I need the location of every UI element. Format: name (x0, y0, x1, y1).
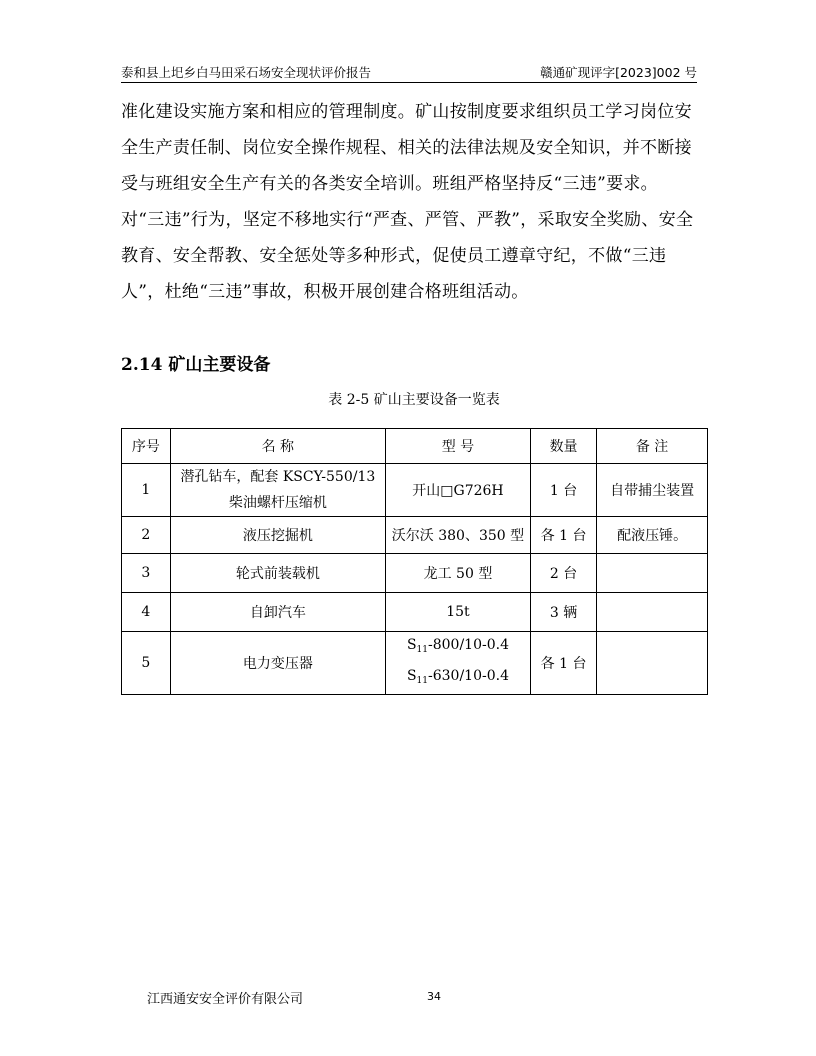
body-paragraph (121, 94, 697, 310)
cell-model (386, 632, 531, 695)
header-note: 备 注 (597, 429, 708, 464)
cell-note: 配液压锤。 (597, 517, 708, 554)
cell-note (597, 632, 708, 695)
cell-model: 开山□G726H (386, 464, 531, 517)
header-model: 型 号 (386, 429, 531, 464)
name-line-1: 潜孔钻车，配套 KSCY-550/13 (180, 469, 376, 485)
model-line-1 (389, 632, 527, 663)
report-number: 赣通矿现评字[2023]002 号 (540, 65, 697, 80)
report-title: 泰和县上圯乡白马田采石场安全现状评价报告 (121, 65, 372, 80)
page-header (121, 60, 697, 83)
cell-no: 5 (122, 632, 171, 695)
cell-model: 沃尔沃 380、350 型 (386, 517, 531, 554)
cell-qty: 各 1 台 (530, 632, 596, 695)
cell-no: 3 (122, 554, 171, 593)
cell-model: 龙工 50 型 (386, 554, 531, 593)
cell-no: 4 (122, 593, 171, 632)
model-prefix: S (406, 668, 417, 684)
model-subscript: 11 (416, 676, 428, 686)
name-line-2: 柴油螺杆压缩机 (228, 495, 327, 511)
table-header-row (122, 429, 708, 464)
cell-name: 液压挖掘机 (170, 517, 385, 554)
cell-no: 1 (122, 464, 171, 517)
cell-no: 2 (122, 517, 171, 554)
cell-note (597, 593, 708, 632)
model-line-2 (389, 663, 527, 694)
page-number: 34 (427, 990, 441, 1003)
table-row (122, 554, 708, 593)
section-heading: 2.14 矿山主要设备 (121, 355, 271, 375)
table-row (122, 517, 708, 554)
header-qty: 数量 (530, 429, 596, 464)
model-subscript: 11 (416, 645, 428, 655)
model-suffix: -800/10-0.4 (428, 637, 509, 653)
cell-model: 15t (386, 593, 531, 632)
table-row (122, 593, 708, 632)
footer-company: 江西通安安全评价有限公司 (147, 992, 304, 1007)
cell-name: 轮式前装载机 (170, 554, 385, 593)
cell-note: 自带捕尘装置 (597, 464, 708, 517)
cell-qty: 1 台 (530, 464, 596, 517)
cell-qty: 各 1 台 (530, 517, 596, 554)
cell-name: 电力变压器 (170, 632, 385, 695)
cell-name: 自卸汽车 (170, 593, 385, 632)
table-caption: 表 2-5 矿山主要设备一览表 (328, 392, 500, 408)
model-suffix: -630/10-0.4 (428, 668, 509, 684)
cell-note (597, 554, 708, 593)
equipment-table (121, 428, 708, 695)
header-name: 名 称 (170, 429, 385, 464)
paragraph-text: 准化建设实施方案和相应的管理制度。矿山按制度要求组织员工学习岗位安全生产责任制、岗位安全操作规程、相关的法律法规及安全知识，并不断接受与班组安全生产有关的各类安全培训。班组严格坚持反“三违”要求。对“三违”行为，坚定不移地实行“严查、严管、严教”，采取安全奖励、安全教育、安全帮教、安全惩处等多种形式，促使员工遵章守纪，不做“三违人”，杜绝“三违”事故，积极开展创建合格班组活动。 (121, 102, 694, 302)
table-row (122, 632, 708, 695)
cell-name (170, 464, 385, 517)
cell-qty: 3 辆 (530, 593, 596, 632)
cell-qty: 2 台 (530, 554, 596, 593)
table-row (122, 464, 708, 517)
model-prefix: S (406, 637, 417, 653)
header-no: 序号 (122, 429, 171, 464)
